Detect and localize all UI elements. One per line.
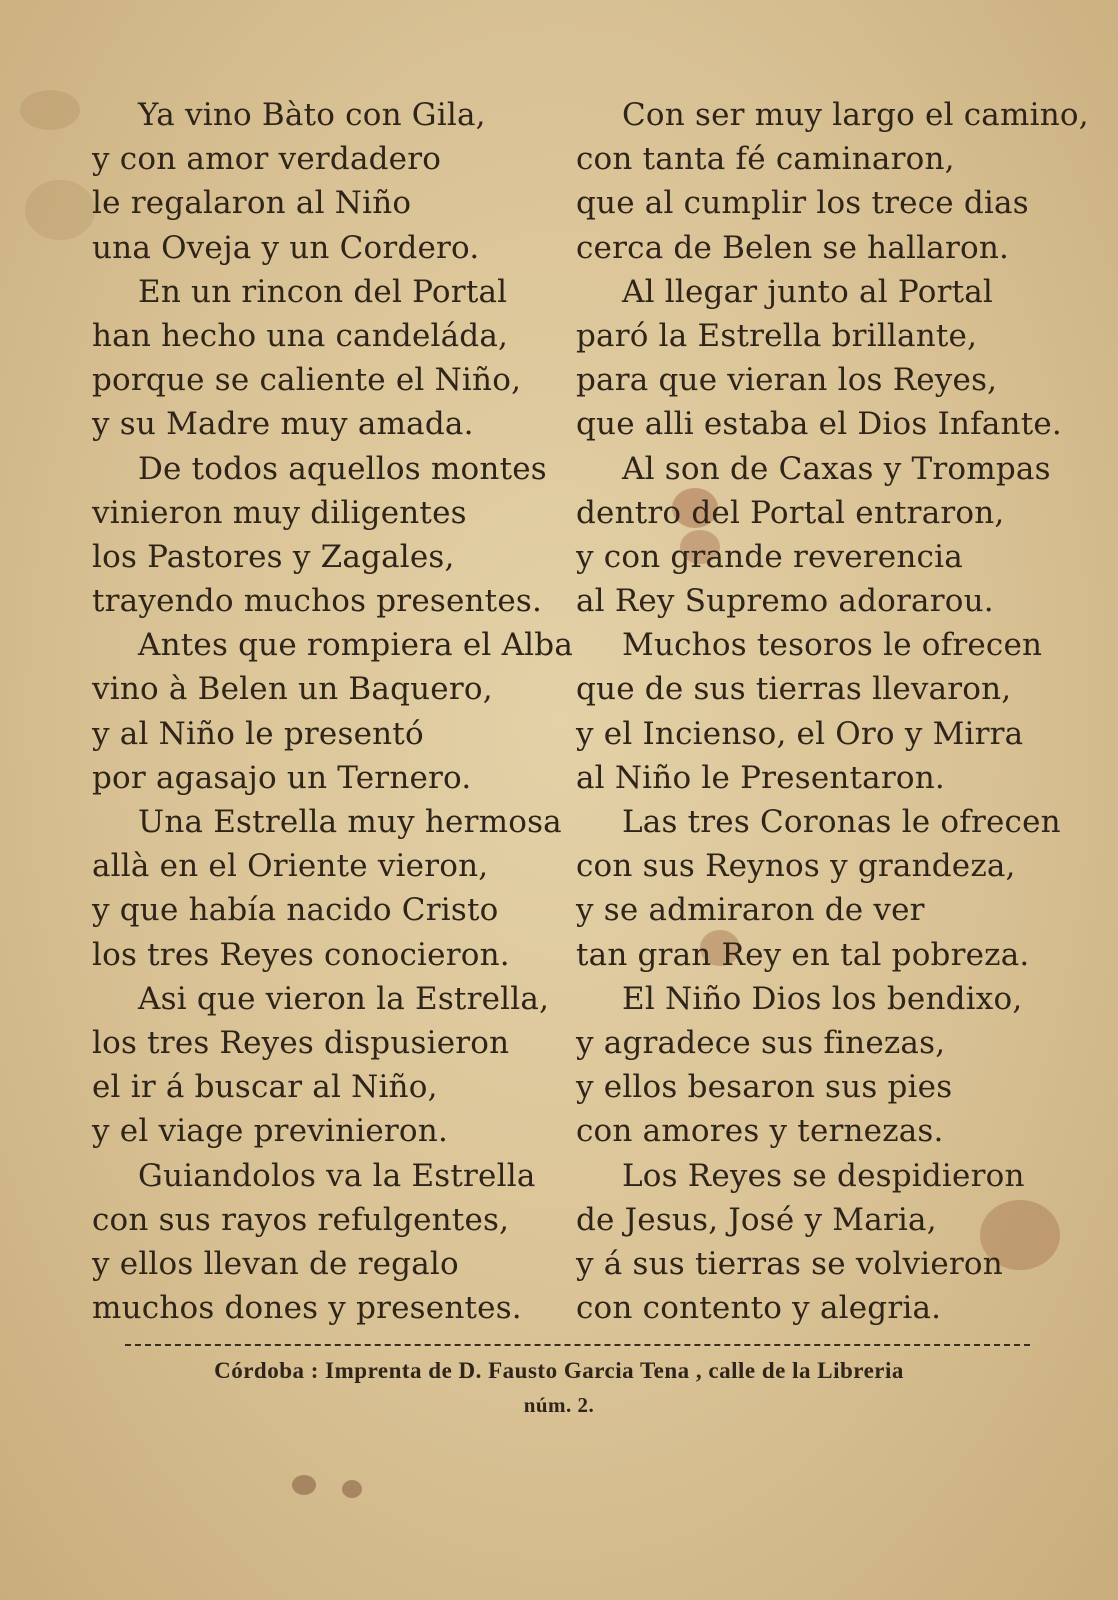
- right-verse-column: [576, 93, 1089, 1330]
- verse-line: y á sus tierras se volvieron: [576, 1245, 1003, 1282]
- verse-line: vinieron muy diligentes: [92, 494, 467, 531]
- paper-stain: [342, 1480, 362, 1498]
- paper-stain: [25, 180, 95, 240]
- verse-line: y ellos besaron sus pies: [576, 1069, 953, 1106]
- verse-line: y con grande reverencia: [576, 538, 963, 575]
- verse-line: Las tres Coronas le ofrecen: [622, 804, 1061, 840]
- verse-line: han hecho una candeláda,: [92, 317, 509, 354]
- verse-line: le regalaron al Niño: [92, 185, 412, 222]
- verse-line: los tres Reyes conocieron.: [92, 936, 510, 973]
- verse-line: Al son de Caxas y Trompas: [622, 450, 1051, 487]
- verse-line: Asi que vieron la Estrella,: [138, 980, 550, 1017]
- verse-line: los tres Reyes dispusieron: [92, 1024, 510, 1061]
- paper-stain: [292, 1475, 316, 1495]
- verse-line: Muchos tesoros le ofrecen: [622, 627, 1043, 664]
- verse-line: y su Madre muy amada.: [92, 406, 474, 443]
- verse-line: En un rincon del Portal: [138, 273, 508, 310]
- verse-line: y el viage previnieron.: [92, 1113, 448, 1150]
- verse-line: Antes que rompiera el Alba: [138, 627, 574, 664]
- verse-line: Los Reyes se despidieron: [622, 1157, 1025, 1194]
- verse-line: Al llegar junto al Portal: [622, 273, 994, 310]
- verse-line: para que vieran los Reyes,: [576, 362, 998, 399]
- verse-line: Una Estrella muy hermosa: [138, 804, 562, 840]
- verse-line: que al cumplir los trece dias: [576, 185, 1029, 222]
- verse-line: y el Incienso, el Oro y Mirra: [576, 715, 1024, 752]
- verse-line: muchos dones y presentes.: [92, 1290, 522, 1327]
- verse-line: vino à Belen un Baquero,: [92, 671, 493, 708]
- verse-line: con sus Reynos y grandeza,: [576, 848, 1016, 885]
- verse-line: con amores y ternezas.: [576, 1113, 944, 1150]
- verse-line: que alli estaba el Dios Infante.: [576, 406, 1062, 443]
- verse-line: y al Niño le presentó: [92, 715, 424, 752]
- imprint-number: núm. 2.: [523, 1393, 595, 1417]
- verse-line: Ya vino Bàto con Gila,: [138, 97, 486, 133]
- verse-line: allà en el Oriente vieron,: [92, 848, 489, 885]
- verse-line: porque se caliente el Niño,: [92, 362, 522, 399]
- verse-line: y agradece sus finezas,: [576, 1024, 946, 1061]
- verse-line: y se admiraron de ver: [576, 892, 925, 929]
- verse-line: con sus rayos refulgentes,: [92, 1201, 510, 1238]
- verse-line: y con amor verdadero: [92, 141, 442, 178]
- verse-line: dentro del Portal entraron,: [576, 494, 1005, 531]
- verse-line: cerca de Belen se hallaron.: [576, 229, 1010, 266]
- divider-rule: [125, 1344, 1030, 1346]
- verse-line: el ir á buscar al Niño,: [92, 1069, 438, 1106]
- verse-line: y ellos llevan de regalo: [92, 1245, 459, 1282]
- verse-line: El Niño Dios los bendixo,: [622, 980, 1023, 1017]
- paper-stain: [20, 90, 80, 130]
- verse-line: tan gran Rey en tal pobreza.: [576, 936, 1030, 973]
- verse-line: Guiandolos va la Estrella: [138, 1157, 536, 1194]
- verse-line: al Rey Supremo adorarou.: [576, 583, 994, 620]
- verse-line: De todos aquellos montes: [138, 450, 547, 487]
- verse-line: paró la Estrella brillante,: [576, 317, 978, 354]
- verse-line: que de sus tierras llevaron,: [576, 671, 1012, 708]
- verse-line: trayendo muchos presentes.: [92, 583, 543, 620]
- imprint-line: Córdoba : Imprenta de D. Fausto Garcia Tena , calle de la Libreria: [214, 1358, 904, 1383]
- verse-line: los Pastores y Zagales,: [92, 538, 455, 575]
- verse-line: Con ser muy largo el camino,: [622, 97, 1089, 133]
- verse-line: una Oveja y un Cordero.: [92, 229, 480, 266]
- verse-line: de Jesus, José y Maria,: [576, 1201, 937, 1238]
- verse-line: y que había nacido Cristo: [92, 892, 499, 929]
- verse-line: con contento y alegria.: [576, 1290, 942, 1327]
- verse-line: con tanta fé caminaron,: [576, 141, 955, 178]
- verse-line: al Niño le Presentaron.: [576, 759, 945, 796]
- verse-line: por agasajo un Ternero.: [92, 759, 472, 796]
- left-verse-column: [92, 93, 574, 1330]
